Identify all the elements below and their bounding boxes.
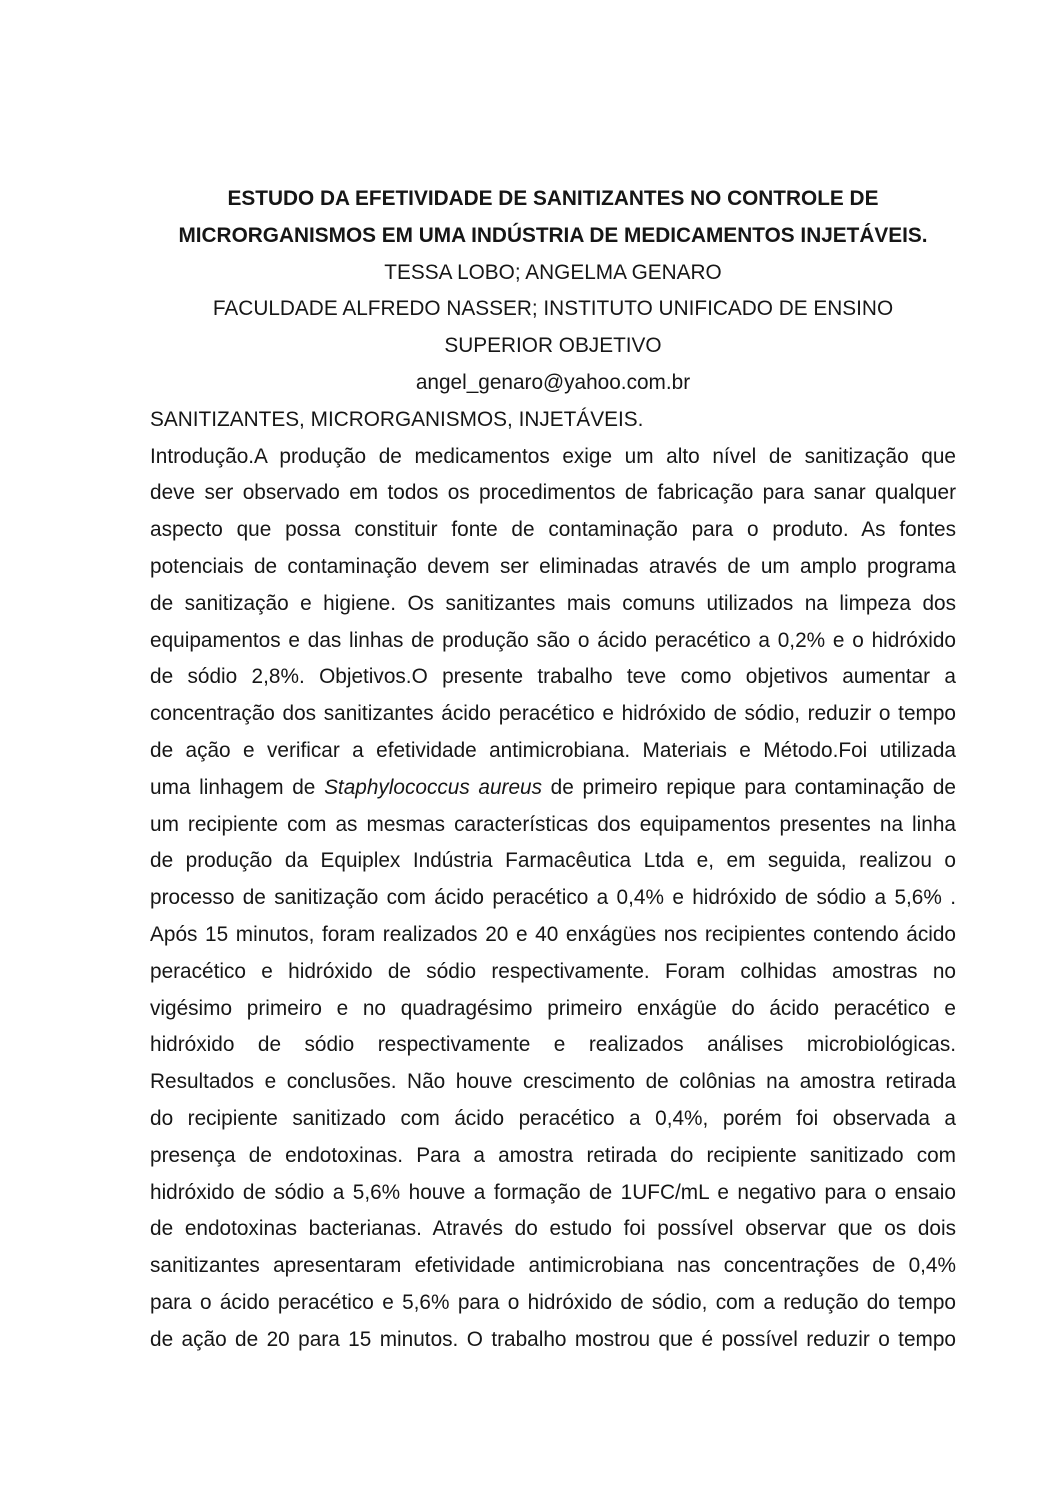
abstract-line: sanitizantes apresentaram efetividade antimicrobiana nas concentrações de 0,4%: [150, 1254, 956, 1278]
abstract-line: aspecto que possa constituir fonte de contaminação para o produto. As fontes: [150, 518, 956, 542]
abstract-text-segment: de primeiro repique para contaminação de: [542, 775, 956, 799]
abstract-line: um recipiente com as mesmas características dos equipamentos presentes na linha: [150, 812, 956, 836]
abstract-line: de ação e verificar a efetividade antimicrobiana. Materiais e Método.Foi utilizada: [150, 738, 956, 762]
abstract-line: potenciais de contaminação devem ser eliminadas através de um amplo programa: [150, 554, 956, 578]
abstract-line: vigésimo primeiro e no quadragésimo primeiro enxágüe do ácido peracético e: [150, 996, 956, 1020]
document-title-line: ESTUDO DA EFETIVIDADE DE SANITIZANTES NO CONTROLE DE: [227, 187, 879, 210]
abstract-line: do recipiente sanitizado com ácido peracético a 0,4%, porém foi observada a: [150, 1106, 956, 1130]
abstract-line: de ação de 20 para 15 minutos. O trabalho mostrou que é possível reduzir o tempo: [150, 1327, 956, 1351]
abstract-line: hidróxido de sódio respectivamente e realizados análises microbiológicas.: [150, 1033, 956, 1057]
abstract-line: de endotoxinas bacterianas. Através do estudo foi possível observar que os dois: [150, 1217, 956, 1241]
abstract-line: equipamentos e das linhas de produção são o ácido peracético a 0,2% e o hidróxido: [150, 628, 956, 652]
affiliation-line: FACULDADE ALFREDO NASSER; INSTITUTO UNIFICADO DE ENSINO: [212, 297, 894, 321]
abstract-line-with-species-name: [150, 770, 956, 807]
abstract-line: hidróxido de sódio a 5,6% houve a formação de 1UFC/mL e negativo para o ensaio: [150, 1180, 956, 1204]
abstract-line: de sanitização e higiene. Os sanitizantes mais comuns utilizados na limpeza dos: [150, 591, 956, 615]
abstract-line: Após 15 minutos, foram realizados 20 e 40 enxágües nos recipientes contendo ácido: [150, 922, 956, 946]
authors-line: TESSA LOBO; ANGELMA GENARO: [384, 260, 722, 284]
abstract-line: de sódio 2,8%. Objetivos.O presente trabalho teve como objetivos aumentar a: [150, 665, 956, 689]
document-title-line: MICRORGANISMOS EM UMA INDÚSTRIA DE MEDICAMENTOS INJETÁVEIS.: [178, 223, 928, 247]
abstract-line: Resultados e conclusões. Não houve crescimento de colônias na amostra retirada: [150, 1070, 956, 1094]
abstract-text-segment: uma linhagem de: [150, 775, 325, 799]
keywords-line: SANITIZANTES, MICRORGANISMOS, INJETÁVEIS.: [150, 407, 644, 431]
abstract-line: de produção da Equiplex Indústria Farmacêutica Ltda e, em seguida, realizou o: [150, 849, 956, 873]
abstract-line: Introdução.A produção de medicamentos exige um alto nível de sanitização que: [150, 444, 956, 468]
abstract-text-block: [150, 181, 956, 1359]
abstract-line: peracético e hidróxido de sódio respectivamente. Foram colhidas amostras no: [150, 959, 956, 983]
species-name-italic: Staphylococcus aureus: [324, 775, 542, 799]
affiliation-line: SUPERIOR OBJETIVO: [444, 334, 662, 358]
abstract-line: deve ser observado em todos os procedimentos de fabricação para sanar qualquer: [150, 481, 956, 505]
abstract-line: concentração dos sanitizantes ácido peracético e hidróxido de sódio, reduzir o tempo: [150, 702, 956, 726]
email-line: angel_genaro@yahoo.com.br: [415, 370, 691, 394]
abstract-line: para o ácido peracético e 5,6% para o hidróxido de sódio, com a redução do tempo: [150, 1290, 956, 1314]
abstract-line: processo de sanitização com ácido peracético a 0,4% e hidróxido de sódio a 5,6% .: [150, 886, 956, 910]
abstract-line: presença de endotoxinas. Para a amostra retirada do recipiente sanitizado com: [150, 1143, 956, 1167]
